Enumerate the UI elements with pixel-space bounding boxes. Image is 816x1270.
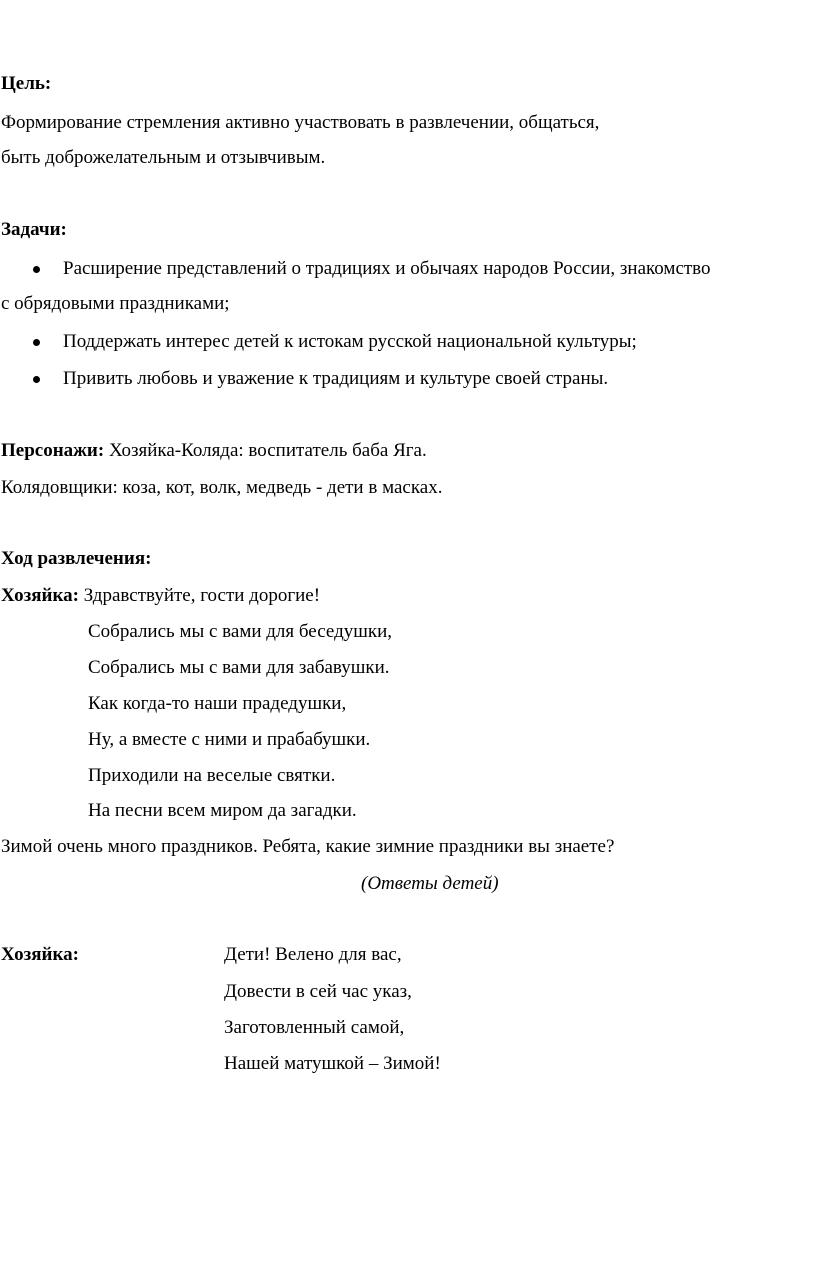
task-item-2 — [1, 331, 801, 353]
verse-line: Собрались мы с вами для забавушки. — [88, 657, 390, 678]
bullet-icon — [33, 266, 40, 273]
verse-line: На песни всем миром да загадки. — [88, 800, 357, 821]
children-answers-note: (Ответы детей) — [361, 873, 499, 894]
question-line: Зимой очень много праздников. Ребята, какие зимние праздники вы знаете? — [1, 836, 615, 857]
host-greeting-line — [1, 585, 320, 607]
characters-line-2: Колядовщики: коза, кот, волк, медведь - дети в масках. — [1, 477, 443, 498]
verse-line: Собрались мы с вами для беседушки, — [88, 621, 393, 642]
verse-line: Ну, а вместе с ними и прабабушки. — [88, 729, 371, 750]
task-item-2-text: Поддержать интерес детей к истокам русской национальной культуры; — [63, 331, 637, 352]
verse-line-2: Заготовленный самой, — [224, 1017, 405, 1038]
goal-text-line-1: Формирование стремления активно участвовать в развлечении, общаться, — [1, 112, 600, 133]
host-speaker-label: Хозяйка: — [1, 585, 79, 606]
task-item-1-text: Расширение представлений о традициях и обычаях народов России, знакомство — [63, 258, 711, 279]
characters-line-1 — [1, 440, 427, 462]
characters-heading: Персонажи: — [1, 440, 105, 461]
tasks-heading: Задачи: — [1, 219, 67, 240]
verse-line: Приходили на веселые святки. — [88, 765, 336, 786]
verse-line-2: Дети! Велено для вас, — [224, 944, 402, 965]
task-item-1-continuation: с обрядовыми праздниками; — [1, 293, 230, 314]
verse-line-2: Нашей матушкой – Зимой! — [224, 1053, 441, 1074]
verse-line: Как когда-то наши прадедушки, — [88, 693, 347, 714]
bullet-icon — [33, 376, 40, 383]
host-greeting: Здравствуйте, гости дорогие! — [79, 585, 321, 606]
goal-text-line-2: быть доброжелательным и отзывчивым. — [1, 147, 326, 168]
verse-line-2: Довести в сей час указ, — [224, 981, 412, 1002]
task-item-1 — [1, 258, 801, 280]
bullet-icon — [33, 339, 40, 346]
characters-host: Хозяйка-Коляда: воспитатель баба Яга. — [104, 440, 427, 461]
course-heading: Ход развлечения: — [1, 548, 152, 569]
goal-heading: Цель: — [1, 73, 52, 94]
task-item-3-text: Привить любовь и уважение к традициям и культуре своей страны. — [63, 368, 609, 389]
host-speaker-label-2: Хозяйка: — [1, 944, 79, 965]
task-item-3 — [1, 368, 801, 390]
